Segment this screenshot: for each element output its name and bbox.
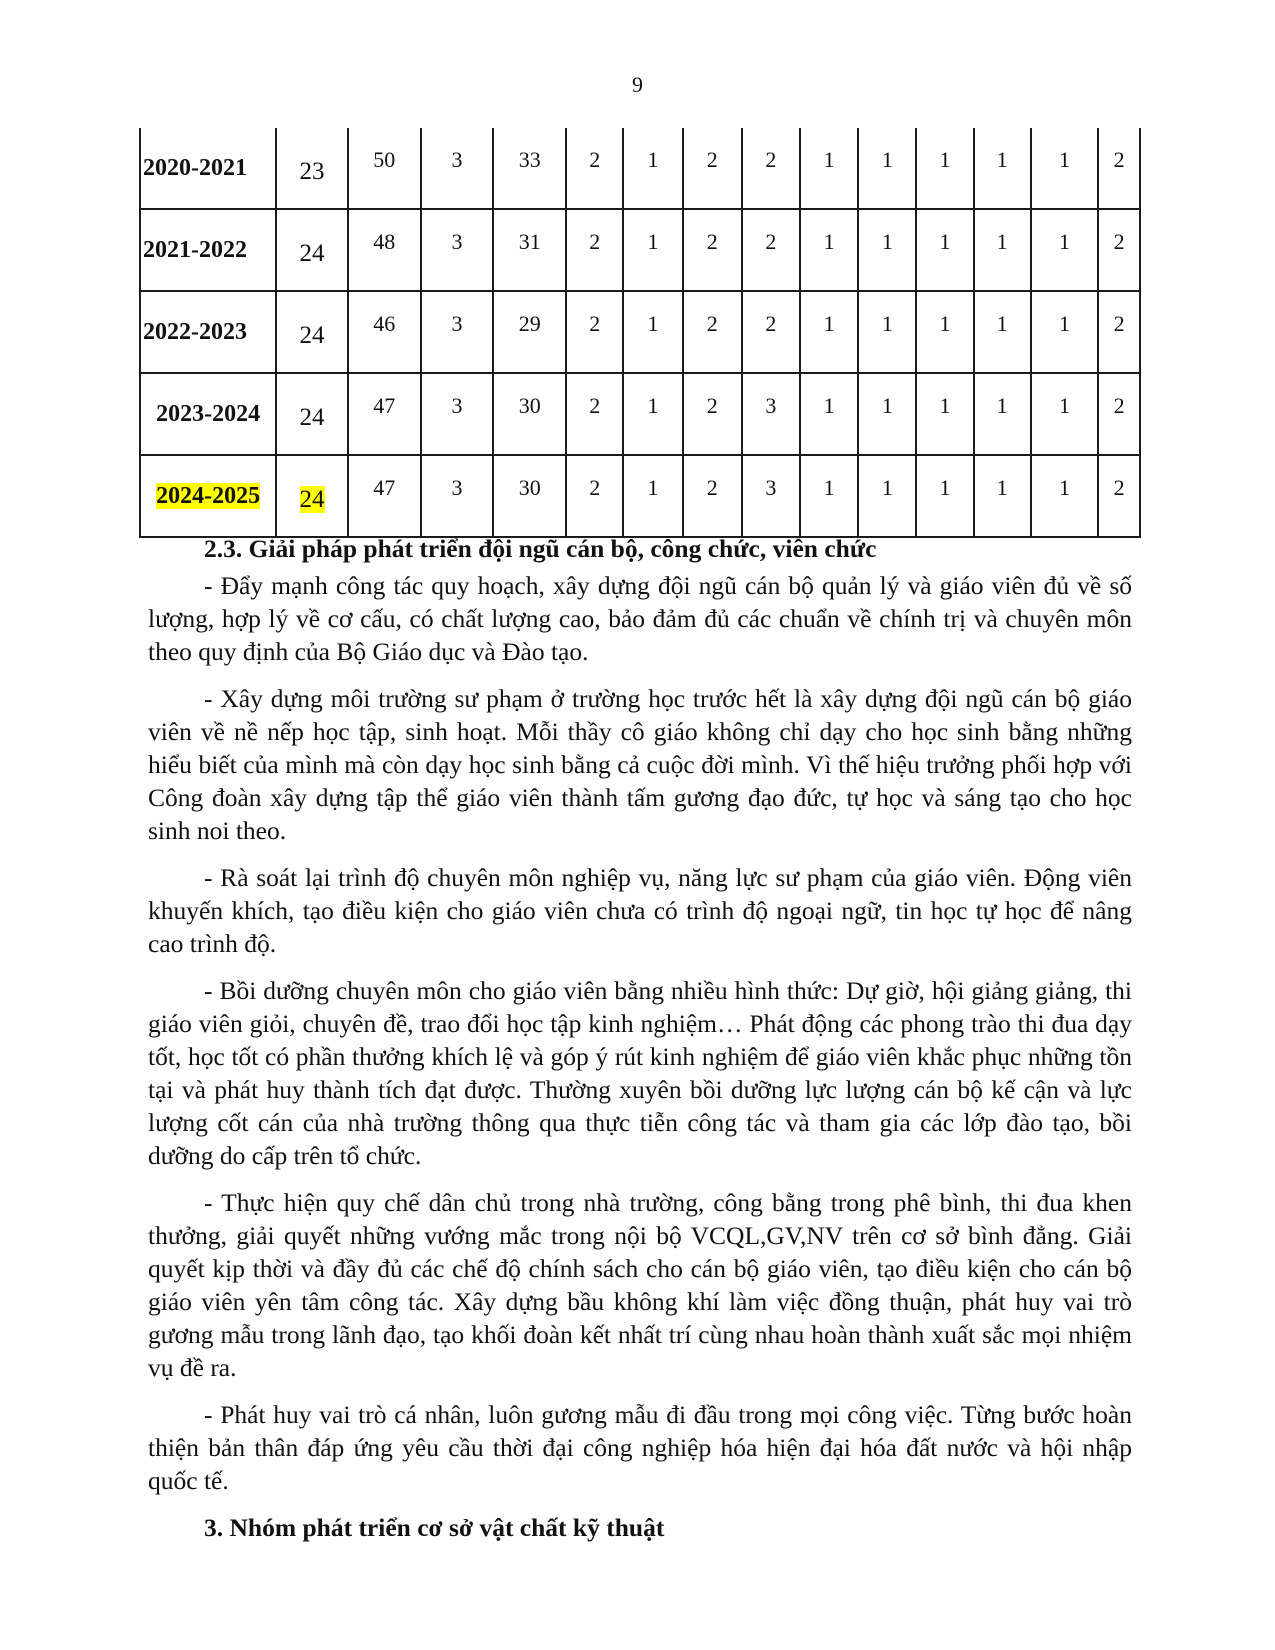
table-cell: 3 xyxy=(421,291,494,373)
table-cell: 1 xyxy=(1031,291,1099,373)
table-cell: 1 xyxy=(1031,128,1099,209)
paragraph: - Xây dựng môi trường sư phạm ở trường học trước hết là xây dựng đội ngũ cán bộ giáo viên về nề nếp học tập, sinh hoạt. Mỗi thầy cô giáo không chỉ dạy cho học sinh bằng những hiểu biết của mình mà còn dạy học sinh bằng cả cuộc đời mình. Vì thế hiệu trưởng phối hợp với Công đoàn xây dựng tập thể giáo viên thành tấm gương đạo đức, tự học và sáng tạo cho học sinh noi theo. xyxy=(148,684,1132,845)
table-cell: 1 xyxy=(858,373,916,455)
highlighted-value: 24 xyxy=(299,486,325,513)
paragraph: - Đẩy mạnh công tác quy hoạch, xây dựng đội ngũ cán bộ quản lý và giáo viên đủ về số lượng, hợp lý về cơ cấu, có chất lượng cao, bảo đảm đủ các chuẩn về chính trị và chuyên môn theo quy định của Bộ Giáo dục và Đào tạo. xyxy=(148,571,1132,666)
table-cell xyxy=(276,455,348,537)
table-cell: 30 xyxy=(493,455,566,537)
table-cell: 1 xyxy=(974,128,1031,209)
section-heading-3: 3. Nhóm phát triển cơ sở vật chất kỹ thuật xyxy=(204,1513,665,1542)
table-cell: 1 xyxy=(974,455,1031,537)
table-cell: 2 xyxy=(1098,291,1140,373)
table-cell: 24 xyxy=(276,291,348,373)
table-cell: 1 xyxy=(623,373,682,455)
table-cell: 1 xyxy=(858,128,916,209)
table-cell: 1 xyxy=(623,128,682,209)
year-cell: 2022-2023 xyxy=(140,291,276,373)
table-cell: 3 xyxy=(421,455,494,537)
table-cell: 1 xyxy=(916,128,973,209)
table-cell: 50 xyxy=(348,128,421,209)
table-cell: 1 xyxy=(800,128,858,209)
table-cell: 24 xyxy=(276,209,348,291)
table-row xyxy=(140,455,1140,537)
table-cell: 2 xyxy=(742,291,800,373)
table-row xyxy=(140,209,1140,291)
table-cell: 33 xyxy=(493,128,566,209)
table-cell: 2 xyxy=(566,455,623,537)
table-cell: 46 xyxy=(348,291,421,373)
paragraph: - Rà soát lại trình độ chuyên môn nghiệp vụ, năng lực sư phạm của giáo viên. Động viên khuyến khích, tạo điều kiện cho giáo viên chưa có trình độ ngoại ngữ, tin học tự học để nâng cao trình độ. xyxy=(148,863,1132,958)
table-cell: 1 xyxy=(1031,455,1099,537)
table-cell: 2 xyxy=(683,373,742,455)
section-heading-2-3: 2.3. Giải pháp phát triển đội ngũ cán bộ, công chức, viên chức xyxy=(204,534,877,563)
table-cell: 47 xyxy=(348,373,421,455)
table-cell: 30 xyxy=(493,373,566,455)
table-cell: 2 xyxy=(1098,209,1140,291)
table-cell: 1 xyxy=(858,209,916,291)
table-row xyxy=(140,128,1140,209)
table-cell: 2 xyxy=(742,209,800,291)
staff-statistics-table xyxy=(139,128,1141,538)
table-cell: 2 xyxy=(683,209,742,291)
table-cell: 3 xyxy=(742,455,800,537)
table-cell: 1 xyxy=(800,455,858,537)
table-cell: 1 xyxy=(1031,373,1099,455)
table-cell: 2 xyxy=(1098,455,1140,537)
document-body xyxy=(148,532,1132,1548)
table-cell: 47 xyxy=(348,455,421,537)
table-cell: 1 xyxy=(1031,209,1099,291)
table-cell: 1 xyxy=(800,209,858,291)
paragraph: - Bồi dưỡng chuyên môn cho giáo viên bằng nhiều hình thức: Dự giờ, hội giảng giảng, thi giáo viên giỏi, chuyên đề, trao đổi học tập kinh nghiệm… Phát động các phong trào thi đua dạy tốt, học tốt có phần thưởng khích lệ và góp ý rút kinh nghiệm để giáo viên khắc phục những tồn tại và phát huy thành tích đạt được. Thường xuyên bồi dưỡng lực lượng cán bộ kế cận và lực lượng cốt cán của nhà trường thông qua thực tiễn công tác và tham gia các lớp đào tạo, bồi dưỡng do cấp trên tổ chức. xyxy=(148,976,1132,1170)
table-cell: 2 xyxy=(742,128,800,209)
table-cell: 2 xyxy=(683,128,742,209)
table-cell: 2 xyxy=(1098,128,1140,209)
table-cell: 3 xyxy=(421,373,494,455)
table-cell: 2 xyxy=(1098,373,1140,455)
table-cell: 29 xyxy=(493,291,566,373)
table-cell: 1 xyxy=(974,209,1031,291)
table-cell: 2 xyxy=(566,128,623,209)
table-row xyxy=(140,291,1140,373)
year-cell xyxy=(140,455,276,537)
table-cell: 1 xyxy=(623,209,682,291)
paragraph: - Phát huy vai trò cá nhân, luôn gương mẫu đi đầu trong mọi công việc. Từng bước hoàn thiện bản thân đáp ứng yêu cầu thời đại công nghiệp hóa hiện đại hóa đất nước và hội nhập quốc tế. xyxy=(148,1400,1132,1495)
table-cell: 1 xyxy=(916,373,973,455)
table-cell: 1 xyxy=(916,455,973,537)
table-cell: 1 xyxy=(800,373,858,455)
table-cell: 3 xyxy=(421,209,494,291)
table-cell: 1 xyxy=(858,291,916,373)
table-cell: 3 xyxy=(742,373,800,455)
table-cell: 1 xyxy=(974,291,1031,373)
highlighted-year: 2024-2025 xyxy=(156,482,261,509)
year-cell: 2021-2022 xyxy=(140,209,276,291)
year-cell: 2023-2024 xyxy=(140,373,276,455)
year-cell: 2020-2021 xyxy=(140,128,276,209)
table-cell: 1 xyxy=(858,455,916,537)
table-cell: 1 xyxy=(974,373,1031,455)
page-number: 9 xyxy=(632,72,643,97)
table-cell: 23 xyxy=(276,128,348,209)
table-cell: 48 xyxy=(348,209,421,291)
table-cell: 31 xyxy=(493,209,566,291)
table-cell: 2 xyxy=(566,291,623,373)
table-cell: 1 xyxy=(916,209,973,291)
table-cell: 24 xyxy=(276,373,348,455)
table-cell: 2 xyxy=(683,455,742,537)
table-cell: 2 xyxy=(683,291,742,373)
table-cell: 3 xyxy=(421,128,494,209)
table-cell: 1 xyxy=(916,291,973,373)
table-row xyxy=(140,373,1140,455)
table-cell: 1 xyxy=(623,291,682,373)
table-cell: 1 xyxy=(623,455,682,537)
table-cell: 2 xyxy=(566,373,623,455)
paragraph: - Thực hiện quy chế dân chủ trong nhà trường, công bằng trong phê bình, thi đua khen thưởng, giải quyết những vướng mắc trong nội bộ VCQL,GV,NV trên cơ sở bình đẳng. Giải quyết kịp thời và đầy đủ các chế độ chính sách cho cán bộ giáo viên, tạo điều kiện cho cán bộ giáo viên yên tâm công tác. Xây dựng bầu không khí làm việc đồng thuận, phát huy vai trò gương mẫu trong lãnh đạo, tạo khối đoàn kết nhất trí cùng nhau hoàn thành xuất sắc mọi nhiệm vụ đề ra. xyxy=(148,1188,1132,1382)
table-cell: 1 xyxy=(800,291,858,373)
table-cell: 2 xyxy=(566,209,623,291)
